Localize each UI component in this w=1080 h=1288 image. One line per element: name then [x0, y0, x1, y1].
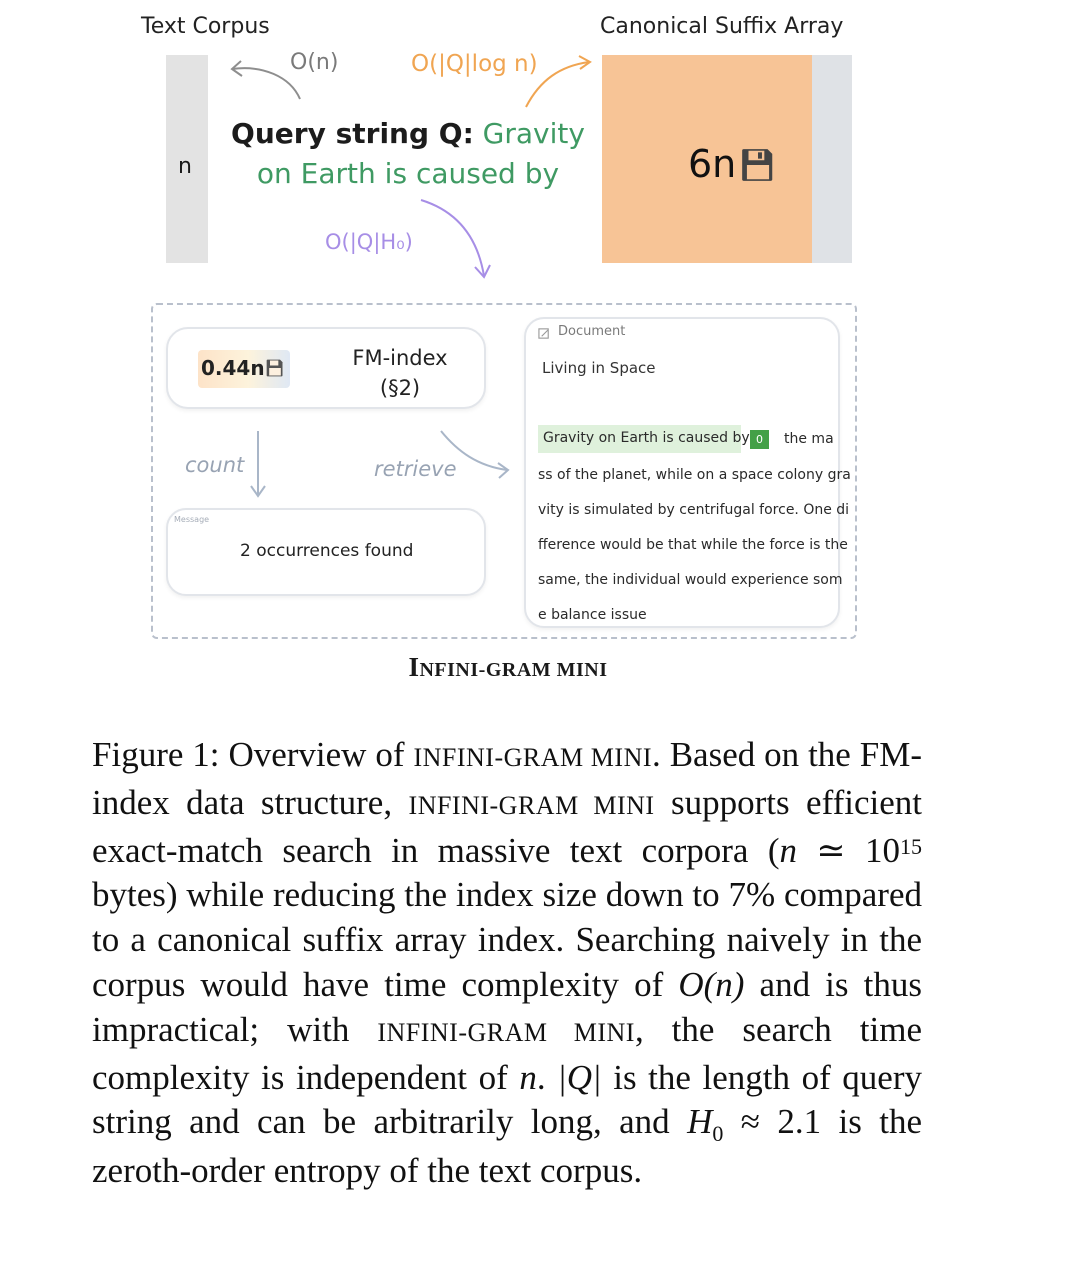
- document-line: fference would be that while the force is the: [538, 537, 848, 553]
- fm-index-title: FM-index (§2): [352, 346, 448, 400]
- corpus-complexity-label: O(n): [290, 50, 339, 75]
- query-string: [212, 114, 604, 194]
- fm-complexity-label: O(|Q|H₀): [325, 230, 413, 254]
- suffix-array-label: Canonical Suffix Array: [600, 14, 844, 39]
- document-tag: Document: [558, 324, 626, 339]
- document-line: e balance issue: [538, 607, 647, 623]
- query-text: Gravity on Earth is caused by: [256, 117, 585, 190]
- document-icon: [538, 327, 551, 340]
- figure-caption: Figure 1: Overview of INFINI-GRAM MINI. Based on the FM-index data structure, INFINI-GRAM MINI supports efficient exact-match search in massive text corpora (n ≃ $10^{15}$ bytes) while reducing the index size down to 7% compared to a canonical suffix array index. Searching naively in the corpus would have time complexity of O(n) and is thus impractical; with INFINI-GRAM MINI, the search time complexity is independent of n. |Q| is the length of query string and can be arbitrarily long, and $H_0 \approx 2.1$ is the zeroth-order entropy of the text corpus.: [92, 735, 923, 1191]
- document-line: ss of the planet, while on a space colony gra: [538, 467, 851, 483]
- document-title: Living in Space: [542, 359, 656, 377]
- retrieve-label: retrieve: [374, 457, 457, 481]
- occurrences-text: 2 occurrences found: [240, 541, 414, 561]
- fm-index-size: 0.44n: [201, 356, 265, 380]
- document-line: vity is simulated by centrifugal force. One di: [538, 502, 850, 518]
- corpus-size-label: n: [178, 154, 192, 179]
- text-corpus-label: Text Corpus: [141, 14, 270, 39]
- highlight-badge: 0: [750, 430, 769, 449]
- diagram-title: INFINI-GRAM MINI: [408, 652, 608, 682]
- suffix-array-complexity-label: O(|Q|log n): [411, 51, 538, 77]
- suffix-array-size: 6n: [688, 142, 737, 186]
- count-label: count: [185, 453, 245, 477]
- document-line: same, the individual would experience som: [538, 572, 843, 588]
- message-tag: Message: [174, 515, 210, 524]
- document-line: the ma: [784, 431, 834, 447]
- highlight-text: Gravity on Earth is caused by: [543, 430, 750, 446]
- floppy-disk-icon: [265, 358, 285, 378]
- query-prefix: Query string Q:: [231, 117, 474, 150]
